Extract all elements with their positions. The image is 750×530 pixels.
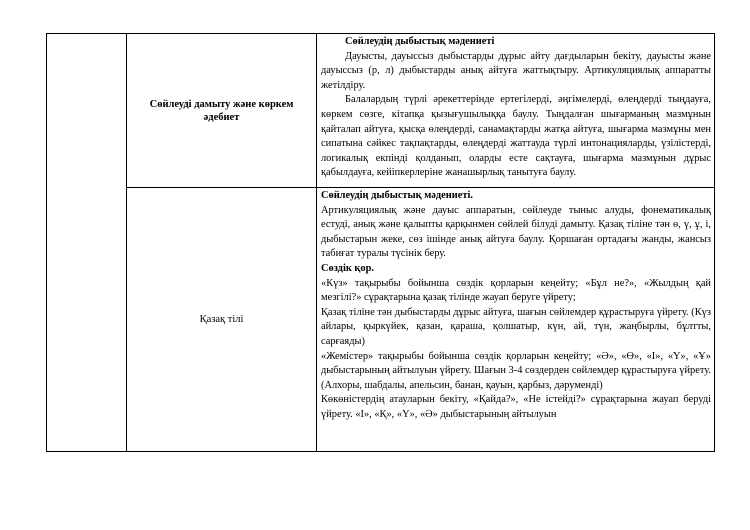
section-heading: Сөйлеудің дыбыстық мәдениеті. bbox=[321, 190, 473, 201]
subject-label: Қазақ тілі bbox=[199, 314, 244, 325]
paragraph: Артикуляциялық және дауыс аппаратын, сөйлеуде тыныс алуды, фонематикалық естуді, анық және қалыпты қарқынмен сөйлей білуді дамыту. Қазақ тіліне тән ө, ү, ұ, і, дыбыстарын жеке, сөз ішінде анық айтуға баулу. Қоршаған ортадағы жанды, жансыз табиғат туралы түсінік беру. bbox=[321, 204, 711, 260]
paragraph: Қазақ тіліне тән дыбыстарды дұрыс айтуға, шағын сөйлемдер құрастыруға үйрету. (Күз айлары, қыркүйек, қазан, қараша, қолшатыр, күн, ай, түн, жаңбырлы, бұлтты, сарғаяды) bbox=[321, 306, 711, 347]
paragraph: «Жемістер» тақырыбы бойынша сөздік қорларын кеңейту; «Ә», «Ө», «І», «Ү», «Ұ» дыбыстарының айтылуын үйрету. Шағын 3-4 сөздерден сөйлемдер құрастыруға үйрету. (Алхоры, шабдалы, апельсин, банан, қауын, қарбыз, дәрумендi) bbox=[321, 350, 711, 391]
paragraph: Көкөністердің атауларын бекіту, «Қайда?», «Не істейді?» сұрақтарына жауап беруді үйрету. «І», «Қ», «Ү», «Ә» дыбыстарының айтылуын bbox=[321, 394, 711, 420]
subject-label: Сөйлеуді дамыту және көркем әдебиет bbox=[149, 98, 294, 123]
table-row bbox=[47, 188, 715, 452]
section-heading: Сөздік қор. bbox=[321, 262, 374, 274]
section-heading: Сөйлеудің дыбыстық мәдениеті bbox=[345, 36, 495, 47]
subject-cell bbox=[127, 34, 317, 188]
curriculum-table bbox=[46, 33, 715, 452]
paragraph: Дауысты, дауыссыз дыбыстарды дұрыс айту дағдыларын бекіту, дауысты және дауыссыз (р, л) дыбыстарды анық айтуға жаттықтыру. Артикуляциялық аппаратты жетілдіру. bbox=[321, 50, 711, 91]
content-cell bbox=[317, 34, 715, 188]
content-cell bbox=[317, 188, 715, 452]
empty-cell bbox=[47, 34, 127, 452]
table-row bbox=[47, 34, 715, 188]
paragraph: «Күз» тақырыбы бойынша сөздік қорларын кеңейту; «Бұл не?», «Жылдың қай мезгілі?» сұрақтарына қазақ тілінде жауап беруге үйрету; bbox=[321, 277, 711, 304]
paragraph: Балалардың түрлі әрекеттерінде ертегілерді, әңгімелерді, өлеңдерді тыңдауға, көркем сөзге, кітапқа қызығушылыққа баулу. Тыңдалған шығарманың мазмұнын қайталап айтуға, қысқа өлеңдерді, санамақтарды жатқа айтуға, шығарма мазмұны мен сипатына сәйкес тақпақтарды, өлеңдерді жаттауда түрлі интонацияларды, үзілістерді, логикалық екпінді қолданып, оларды есте сақтауға, шығарма мазмұнын дұрыс қабылдауға, кейіпкерлеріне жанашырлық танытуға баулу. bbox=[321, 94, 711, 179]
subject-cell bbox=[127, 188, 317, 452]
